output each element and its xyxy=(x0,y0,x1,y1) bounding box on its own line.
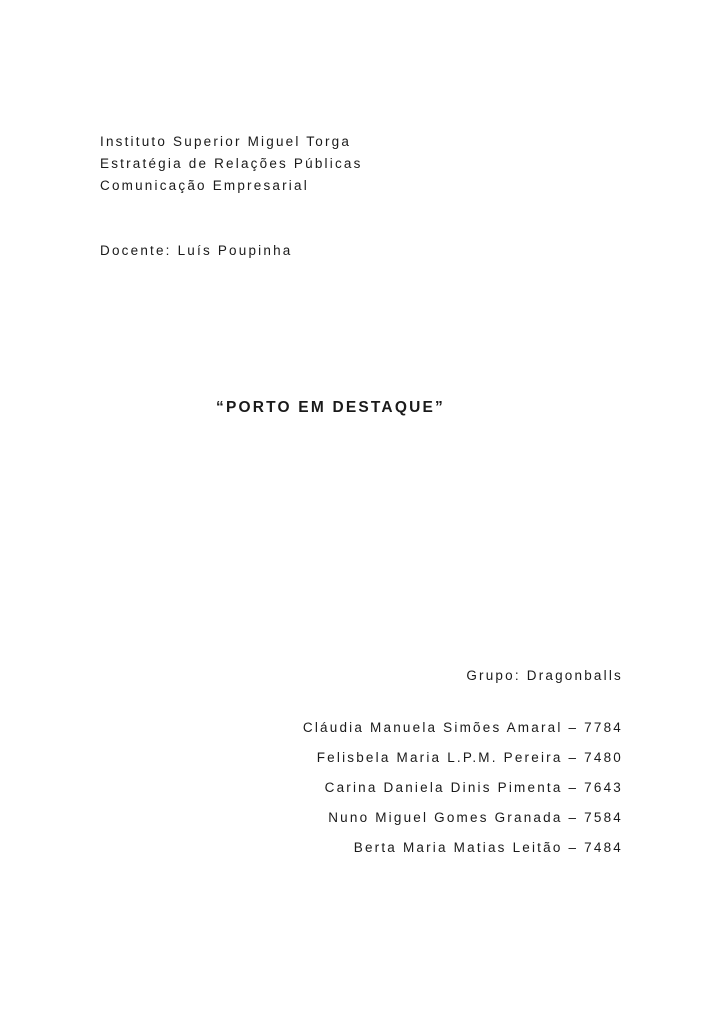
member-item: Berta Maria Matias Leitão – 7484 xyxy=(353,840,623,855)
header-block xyxy=(100,131,500,197)
subject-name: Comunicação Empresarial xyxy=(100,178,309,193)
institution-name: Instituto Superior Miguel Torga xyxy=(100,134,352,149)
member-item: Cláudia Manuela Simões Amaral – 7784 xyxy=(302,720,623,735)
member-item: Carina Daniela Dinis Pimenta – 7643 xyxy=(324,780,623,795)
course-name: Estratégia de Relações Públicas xyxy=(100,156,363,171)
member-item: Felisbela Maria L.P.M. Pereira – 7480 xyxy=(316,750,623,765)
group-block xyxy=(466,668,623,683)
member-list xyxy=(303,713,623,863)
member-item: Nuno Miguel Gomes Granada – 7584 xyxy=(328,810,623,825)
document-title: “PORTO EM DESTAQUE” xyxy=(216,399,445,416)
teacher-name: Docente: Luís Poupinha xyxy=(100,243,293,258)
group-label: Grupo: Dragonballs xyxy=(466,668,623,683)
